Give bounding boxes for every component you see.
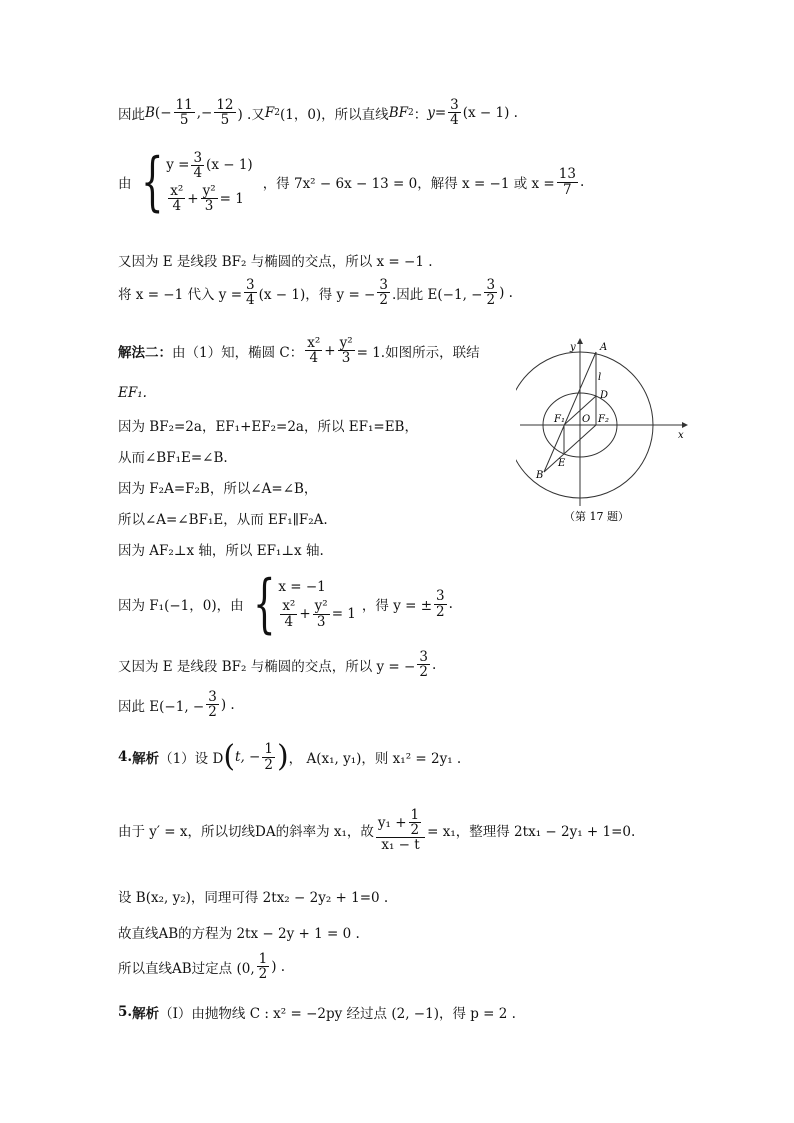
label-l: l [598,372,602,383]
solution-line-1: 因此 B (− $\frac{11}{5}$ ,− $\frac{12}{5}$ ) .又 F 2 (1，0)，所以直线 BF 2 ： y = $\frac{3}{4}$ (x − 1) . [118,97,518,129]
label-A: A [600,342,608,353]
fraction: $\frac{12}{5}$ [216,97,234,129]
solution-line-6: EF₁. [118,385,147,401]
ellipse-circle-figure [516,336,696,528]
x-axis-arrow [682,422,688,428]
solution-line-18: 故直线AB的方程为 2tx − 2y + 1 = 0 . [118,926,360,942]
solution-line-17: 设 B(x₂, y₂)，同理可得 2tx₂ − 2y₂ + 1=0 . [118,890,389,906]
solution-line-2-system: 由 { y = $\frac{3}{4}$ (x − 1) $\frac{\text{x²}}{4}$ + $\frac{\text{y²}}{3}$ = 1 ，得 7x² − 6x − 13 = 0，解得 x = −1 或 x = $\frac{13}{7}$ . [118,145,585,219]
solution-line-14: 因此 E(−1, − $\frac{3}{2}$ ) . [118,689,235,721]
line-AB [544,352,596,472]
solution-line-12-system: 因为 F₁(−1，0)，由 { x = −1 $\frac{\text{x²}}{4}$ + $\frac{\text{y²}}{3}$ = 1 ，得 y = ± $\frac{3}{2}$ . [118,567,453,641]
solution-line-8: 从而∠BF₁E=∠B. [118,450,228,466]
fraction: $\frac{3}{4}$ [450,97,459,129]
solution-line-13: 又因为 E 是线段 BF₂ 与椭圆的交点，所以 y = − $\frac{3}{2}$ . [118,649,437,681]
solution-line-7: 因为 BF₂=2a，EF₁+EF₂=2a，所以 EF₁=EB， [118,419,418,435]
geometry-diagram [516,336,696,528]
solution-line-16: 由于 y′ = x，所以切线DA的斜率为 x₁，故 y₁ + $\frac{1}{2}$ x₁ − t = x₁，整理得 2tx₁ − 2y₁ + 1=0. [118,807,636,854]
line-BF2 [544,425,596,472]
problem-4-heading: 4. 解析 （1）设 D ( t, − $\frac{1}{2}$ ) ， A(x₁, y₁)，则 x₁² = 2y₁ . [118,739,462,774]
fraction: $\frac{11}{5}$ [175,97,193,129]
label-F2: F₂ [598,414,609,425]
label-D: D [600,390,609,401]
solution-line-3: 又因为 E 是线段 BF₂ 与椭圆的交点，所以 x = −1 . [118,254,433,270]
compound-fraction: y₁ + $\frac{1}{2}$ x₁ − t [376,808,425,853]
solution-line-9: 因为 F₂A=F₂B，所以∠A=∠B， [118,481,318,497]
solution-line-5: 解法二： 由（1）知，椭圆 C： $\frac{\text{x²}}{4}$ + $\frac{\text{y²}}{3}$ = 1.如图所示，联结 [118,335,480,367]
label-x: x [678,430,684,441]
problem-5-heading: 5. 解析 （I）由抛物线 C : x² = −2py 经过点 (2, −1)，得 p = 2 . [118,1004,516,1022]
figure-caption: （第 17 题） [564,510,629,523]
left-brace: { [140,145,164,219]
y-axis-arrow [577,338,583,344]
solution-line-11: 因为 AF₂⊥x 轴，所以 EF₁⊥x 轴. [118,543,324,559]
label-F1: F₁ [554,414,565,425]
label-y: y [570,342,576,353]
solution-line-19: 所以直线AB过定点 (0, $\frac{1}{2}$ ) . [118,951,286,983]
label-O: O [582,414,591,425]
left-brace: { [252,567,276,641]
solution-line-10: 所以∠A=∠BF₁E，从而 EF₁∥F₂A. [118,512,328,528]
label-B: B [536,470,544,481]
solution-line-4: 将 x = −1 代入 y = $\frac{3}{4}$ (x − 1)，得 y = − $\frac{3}{2}$ .因此 E(−1, − $\frac{3}{2}$ ) . [118,277,513,309]
label-E: E [558,458,566,469]
